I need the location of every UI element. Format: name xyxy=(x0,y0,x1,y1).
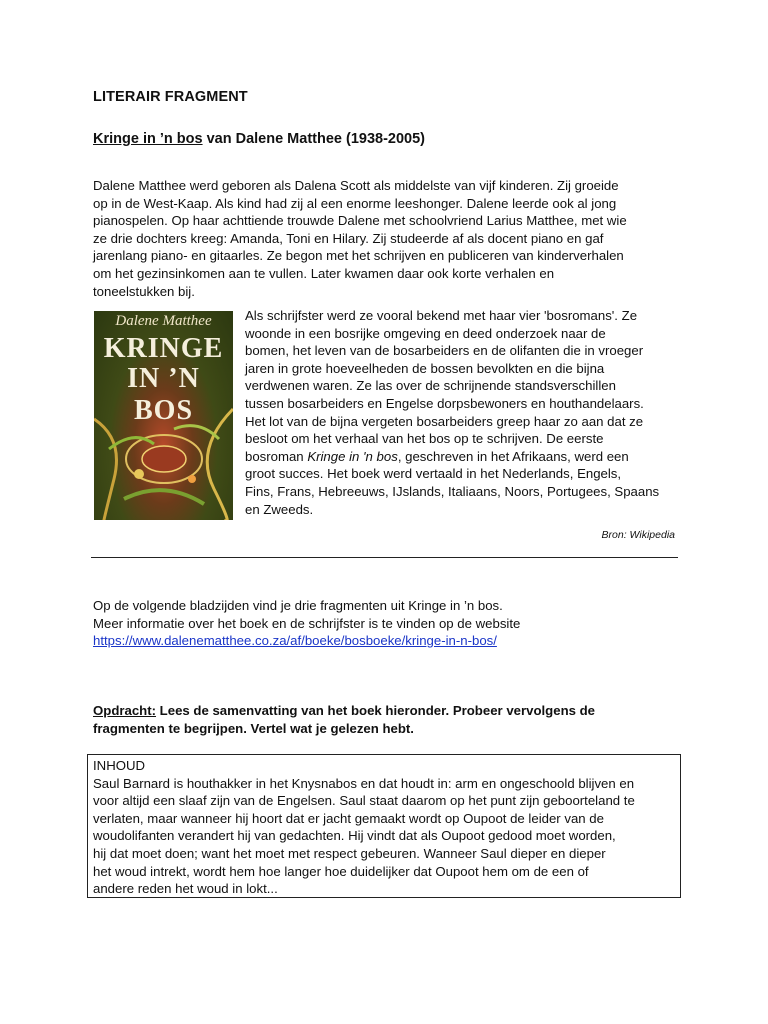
cover-author: Dalene Matthee xyxy=(115,313,212,329)
assignment-text: fragmenten te begrijpen. Vertel wat je gelezen hebt. xyxy=(93,720,414,736)
title-author: van Dalene Matthee (1938-2005) xyxy=(202,131,425,147)
text-line: verlaten, maar wanneer hij hoort dat er jacht gemaakt wordt op Oupoot de leider van de xyxy=(93,810,604,826)
text-line: voor altijd een slaaf zijn van de Engelsen. Saul staat daarom op het punt zijn geboorteland te xyxy=(93,793,635,809)
text-line: andere reden het woud in lokt... xyxy=(93,881,278,897)
text-line: het woud intrekt, wordt hem hoe langer hoe duidelijker dat Oupoot hem om de een of xyxy=(93,863,589,879)
text-line: Het lot van de bijna vergeten bosarbeiders greep haar zo aan dat ze xyxy=(245,413,644,429)
text-line: jarenlang piano- en gitaarles. Ze begon met het schrijven en publiceren van kinderverhalen xyxy=(93,248,624,264)
text-fragment: , geschreven in het Afrikaans, werd een xyxy=(397,448,629,464)
text-line: Als schrijfster werd ze vooral bekend met haar vier 'bosromans'. Ze xyxy=(245,308,638,323)
summary-heading: INHOUD xyxy=(93,758,146,773)
book-cover-image xyxy=(94,311,233,520)
book-title: Kringe in ’n bos xyxy=(93,131,203,147)
text-line: op in de West-Kaap. Als kind had zij al een enorme leeshonger. Dalene leerde ook al jong xyxy=(93,195,617,211)
bio-paragraph xyxy=(245,307,685,518)
intro-paragraph xyxy=(93,177,693,300)
cover-artwork xyxy=(94,399,233,520)
text-line: toneelstukken bij. xyxy=(93,283,195,299)
text-line: groot succes. Het boek werd vertaald in het Nederlands, Engels, xyxy=(245,466,622,482)
text-line: Saul Barnard is houthakker in het Knysnabos en dat houdt in: arm en ongeschoold blijven en xyxy=(93,775,635,791)
article-title xyxy=(93,131,425,147)
text-fragment: bosroman xyxy=(245,448,308,464)
links-paragraph xyxy=(93,597,520,650)
text-line: woudolifanten verandert hij van gedachten. Hij vindt dat als Oupoot gedood moet worden, xyxy=(93,828,616,844)
text-line: en Zweeds. xyxy=(245,501,314,517)
text-line: verdwenen waren. Ze las over de schrijnende standsverschillen xyxy=(245,378,616,394)
text-line: Fins, Frans, Hebreeuws, IJslands, Italiaans, Noors, Portugees, Spaans xyxy=(245,483,660,499)
text-line: woonde in een bosrijke omgeving en deed onderzoek naar de xyxy=(245,325,606,341)
text-line: hij dat moet doen; want het moet met respect gebeuren. Wanneer Saul dieper en dieper xyxy=(93,845,606,861)
horizontal-divider xyxy=(91,557,678,558)
text-line: pianospelen. Op haar achttiende trouwde Dalene met schoolvriend Larius Matthee, met wie xyxy=(93,213,627,229)
text-line: tussen bosarbeiders en Engelse dorpsbewoners en houthandelaars. xyxy=(245,395,644,411)
website-link[interactable]: https://www.dalenematthee.co.za/af/boeke/bosboeke/kringe-in-n-bos/ xyxy=(93,633,497,649)
text-line: bomen, het leven van de bosarbeiders en de olifanten die in vroeger xyxy=(245,343,644,359)
text-line: Meer informatie over het boek en de schrijfster is te vinden op de website xyxy=(93,615,521,631)
text-line: Dalene Matthee werd geboren als Dalena Scott als middelste van vijf kinderen. Zij groeide xyxy=(93,178,619,193)
cover-title-line1: KRINGE xyxy=(103,333,224,364)
text-line: Op de volgende bladzijden vind je drie fragmenten uit Kringe in ’n bos. xyxy=(93,598,503,613)
book-title-italic: Kringe in 'n bos xyxy=(307,448,398,464)
summary-box xyxy=(87,754,681,898)
section-heading: LITERAIR FRAGMENT xyxy=(93,89,248,105)
assignment-label: Opdracht: xyxy=(93,703,157,718)
text-line xyxy=(245,448,685,466)
text-line: ze drie dochters kreeg: Amanda, Toni en Hilary. Zij studeerde af als docent piano en gaf xyxy=(93,230,604,246)
assignment xyxy=(93,702,595,737)
text-line: jaren in grote hoeveelheden de bossen bevolkten en die bijna xyxy=(245,360,605,376)
text-line: om het gezinsinkomen aan te vullen. Later kwamen daar ook korte verhalen en xyxy=(93,265,555,281)
text-line: besloot om het verhaal van het bos op te schrijven. De eerste xyxy=(245,431,604,447)
source-credit: Bron: Wikipedia xyxy=(601,529,675,541)
assignment-text: Lees de samenvatting van het boek hieronder. Probeer vervolgens de xyxy=(156,703,596,718)
cover-title-line2: IN ’N BOS xyxy=(127,363,200,426)
